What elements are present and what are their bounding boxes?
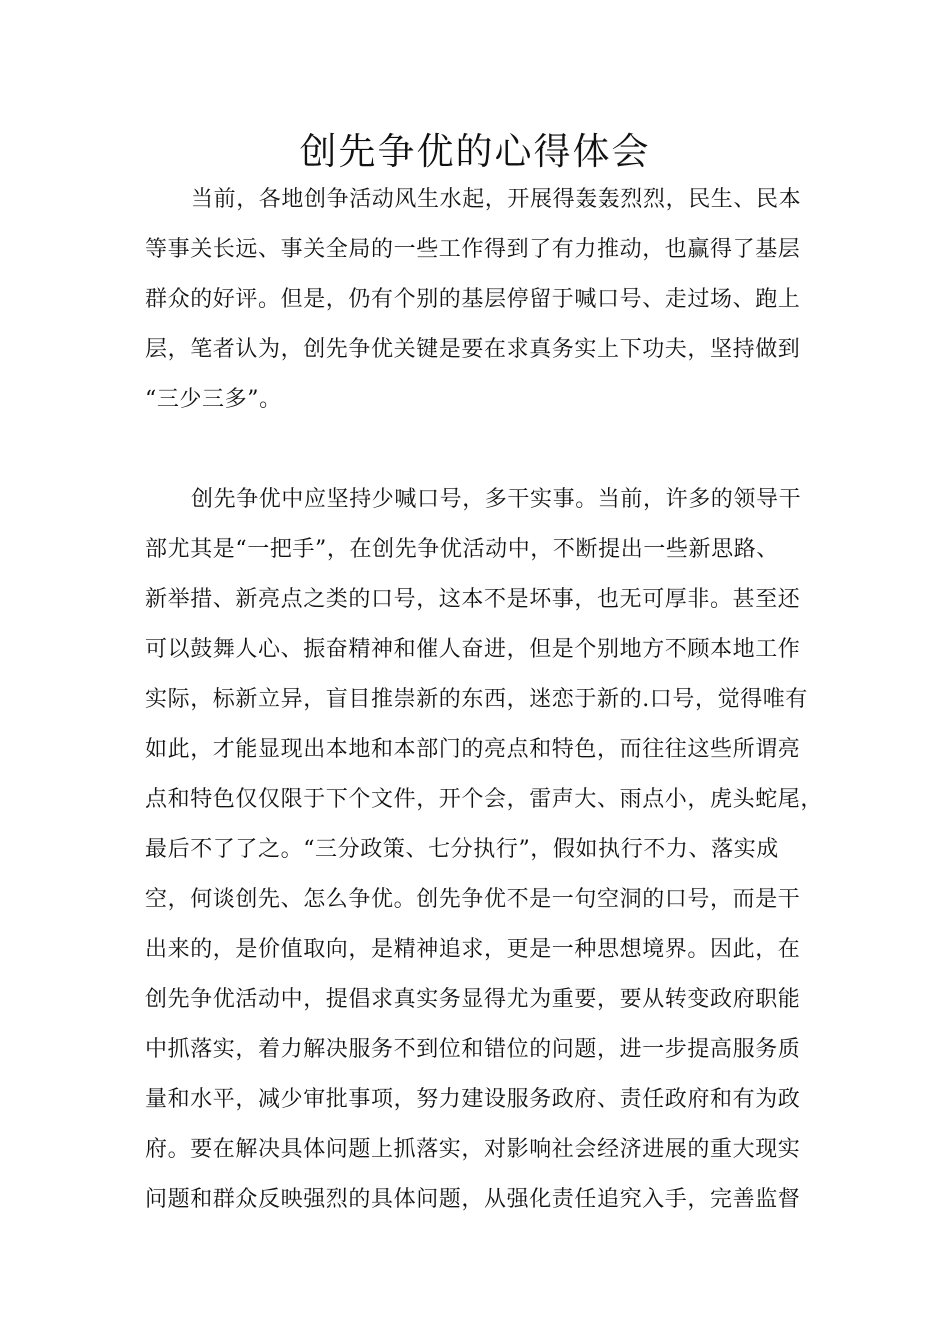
paragraph-1 <box>145 175 825 425</box>
paragraph-line: 创先争优活动中，提倡求真实务显得尤为重要，要从转变政府职能 <box>145 987 801 1012</box>
paragraph-line: 点和特色仅仅限于下个文件，开个会，雷声大、雨点小，虎头蛇尾， <box>145 787 824 812</box>
paragraph-line: 可以鼓舞人心、振奋精神和催人奋进，但是个别地方不顾本地工作 <box>145 637 801 662</box>
paragraph-line: 等事关长远、事关全局的一些工作得到了有力推动，也赢得了基层 <box>145 237 801 262</box>
paragraph-line: 群众的好评。但是，仍有个别的基层停留于喊口号、走过场、跑上 <box>145 287 801 312</box>
paragraph-line: 府。要在解决具体问题上抓落实，对影响社会经济进展的重大现实 <box>145 1137 801 1162</box>
paragraph-line: 创先争优中应坚持少喊口号，多干实事。当前，许多的领导干 <box>191 487 802 512</box>
paragraph-line: 当前，各地创争活动风生水起，开展得轰轰烈烈，民生、民本 <box>191 187 802 212</box>
paragraph-line: “三少三多”。 <box>145 387 282 412</box>
paragraph-line: 出来的，是价值取向，是精神追求，更是一种思想境界。因此，在 <box>145 937 801 962</box>
paragraph-line: 空，何谈创先、怎么争优。创先争优不是一句空洞的口号，而是干 <box>145 887 801 912</box>
paragraph-line: 实际，标新立异，盲目推崇新的东西，迷恋于新的.口号，觉得唯有 <box>145 687 808 712</box>
paragraph-line: 层，笔者认为，创先争优关键是要在求真务实上下功夫，坚持做到 <box>145 337 801 362</box>
document-title: 创先争优的心得体会 <box>299 130 651 173</box>
paragraph-line: 问题和群众反映强烈的具体问题，从强化责任追究入手，完善监督 <box>145 1187 801 1212</box>
paragraph-line: 如此，才能显现出本地和本部门的亮点和特色，而往往这些所谓亮 <box>145 737 801 762</box>
paragraph-line: 新举措、新亮点之类的口号，这本不是坏事，也无可厚非。甚至还 <box>145 587 801 612</box>
paragraph-line: 量和水平，减少审批事项，努力建设服务政府、责任政府和有为政 <box>145 1087 801 1112</box>
paragraph-line: 部尤其是“一把手”，在创先争优活动中，不断提出一些新思路、 <box>145 537 779 562</box>
paragraph-line: 最后不了了之。“三分政策、七分执行”，假如执行不力、落实成 <box>145 837 779 862</box>
paragraph-line: 中抓落实，着力解决服务不到位和错位的问题，进一步提高服务质 <box>145 1037 801 1062</box>
paragraph-2 <box>145 475 825 1225</box>
